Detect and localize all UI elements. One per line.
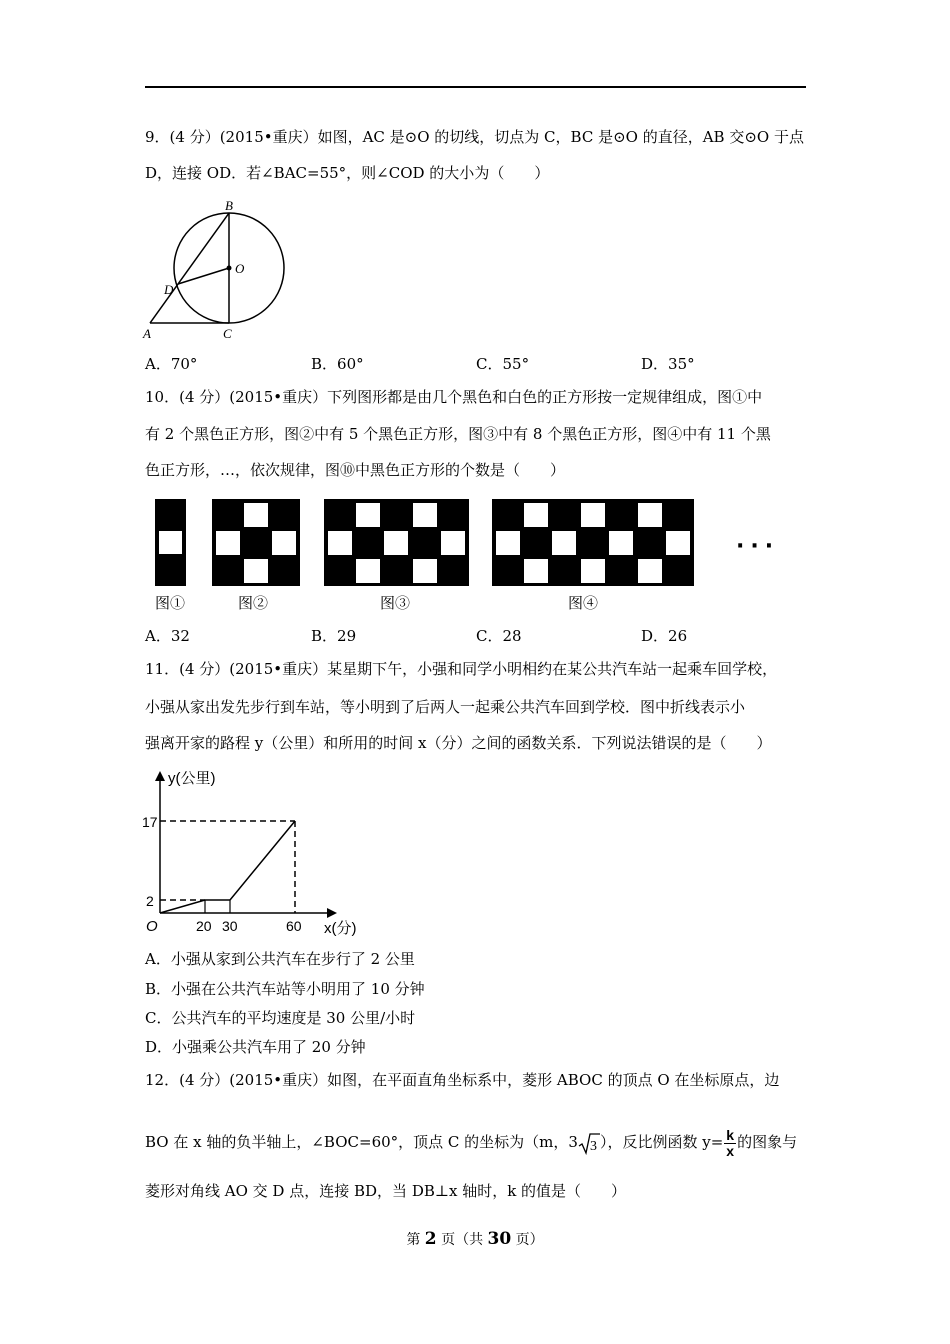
q11-distance-time-graph xyxy=(140,763,370,938)
q9-option-c[interactable]: C．55° xyxy=(476,355,530,373)
figure-caption-3: 图③ xyxy=(380,594,411,612)
fraction-k-over-x xyxy=(724,1128,736,1159)
fraction-denominator: x xyxy=(726,1142,735,1159)
label-D: D xyxy=(164,282,174,297)
q10-stem-line1: 10．(4 分）(2015•重庆）下列图形都是由几个黑色和白色的正方形按一定规律组成，图①中 xyxy=(145,388,763,406)
x-tick-20: 20 xyxy=(196,918,212,934)
footer-total-pages: 30 xyxy=(487,1229,512,1249)
q12-line2-part3: 的图象与 xyxy=(737,1133,798,1151)
pattern-figure-2 xyxy=(212,499,300,586)
q10-option-d[interactable]: D．26 xyxy=(641,627,688,645)
q12-stem-line3: 菱形对角线 AO 交 D 点，连接 BD，当 DB⊥x 轴时，k 的值是（ ） xyxy=(145,1182,627,1200)
pattern-figure-1 xyxy=(155,499,186,586)
label-O: O xyxy=(235,261,245,276)
x-tick-30: 30 xyxy=(222,918,238,934)
q10-option-a[interactable]: A．32 xyxy=(145,627,190,645)
q11-stem-line2: 小强从家出发先步行到车站，等小明到了后两人一起乘公共汽车回到学校．图中折线表示小 xyxy=(145,698,746,716)
q11-stem-line3: 强离开家的路程 y（公里）和所用的时间 x（分）之间的函数关系．下列说法错误的是（ ） xyxy=(145,734,772,752)
fraction-numerator: k xyxy=(726,1126,735,1143)
sqrt-expression xyxy=(578,1123,600,1163)
q10-option-b[interactable]: B．29 xyxy=(311,627,357,645)
footer-suffix: 页） xyxy=(511,1232,544,1248)
q12-line2-part1: BO 在 x 轴的负半轴上，∠BOC=60°，顶点 C 的坐标为（m，3 xyxy=(145,1133,578,1151)
x-axis-label: x(分) xyxy=(324,920,357,937)
q11-option-b[interactable]: B．小强在公共汽车站等小明用了 10 分钟 xyxy=(145,980,425,998)
page-footer xyxy=(0,1229,950,1249)
q11-option-a[interactable]: A．小强从家到公共汽车在步行了 2 公里 xyxy=(145,950,415,968)
q10-option-c[interactable]: C．28 xyxy=(476,627,522,645)
label-B: B xyxy=(225,198,233,213)
pattern-ellipsis: ··· xyxy=(736,534,780,559)
q11-stem-line1: 11．(4 分）(2015•重庆）某星期下午，小强和同学小明相约在某公共汽车站一起乘车回学校， xyxy=(145,660,778,678)
footer-page-number: 2 xyxy=(424,1229,437,1249)
q9-option-b[interactable]: B．60° xyxy=(311,355,364,373)
x-tick-60: 60 xyxy=(286,918,302,934)
figure-caption-1: 图① xyxy=(155,594,186,612)
sqrt-radicand: 3 xyxy=(589,1139,597,1154)
y-tick-17: 17 xyxy=(142,814,158,830)
footer-middle: 页（共 xyxy=(436,1232,488,1248)
pattern-figure-4 xyxy=(492,499,694,586)
y-axis-label: y(公里) xyxy=(168,770,216,787)
y-tick-2: 2 xyxy=(146,893,154,909)
footer-prefix: 第 xyxy=(406,1232,425,1248)
q9-option-a[interactable]: A．70° xyxy=(145,355,198,373)
q10-stem-line3: 色正方形，…，依次规律，图⑩中黑色正方形的个数是（ ） xyxy=(145,461,566,479)
pattern-figure-3 xyxy=(324,499,469,586)
figure-caption-2: 图② xyxy=(238,594,269,612)
q12-line2-part2: ），反比例函数 y= xyxy=(599,1133,724,1151)
origin-label: O xyxy=(146,918,158,935)
figure-caption-4: 图④ xyxy=(568,594,599,612)
q11-option-c[interactable]: C．公共汽车的平均速度是 30 公里/小时 xyxy=(145,1009,416,1027)
label-A: A xyxy=(143,326,151,341)
q10-stem-line2: 有 2 个黑色正方形，图②中有 5 个黑色正方形，图③中有 8 个黑色正方形，图④中有 11 个黑 xyxy=(145,425,771,443)
label-C: C xyxy=(223,326,232,341)
q9-option-d[interactable]: D．35° xyxy=(641,355,695,373)
header-rule xyxy=(145,86,806,88)
q12-stem-line2 xyxy=(145,1122,797,1162)
q9-circle-figure xyxy=(140,196,300,346)
q9-stem-line2: D，连接 OD．若∠BAC=55°，则∠COD 的大小为（ ） xyxy=(145,164,550,182)
q12-stem-line1: 12．(4 分）(2015•重庆）如图，在平面直角坐标系中，菱形 ABOC 的顶点 O 在坐标原点，边 xyxy=(145,1071,780,1089)
q9-stem-line1: 9．(4 分）(2015•重庆）如图，AC 是⊙O 的切线，切点为 C，BC 是⊙O 的直径，AB 交⊙O 于点 xyxy=(145,128,804,146)
q11-option-d[interactable]: D．小强乘公共汽车用了 20 分钟 xyxy=(145,1038,366,1056)
